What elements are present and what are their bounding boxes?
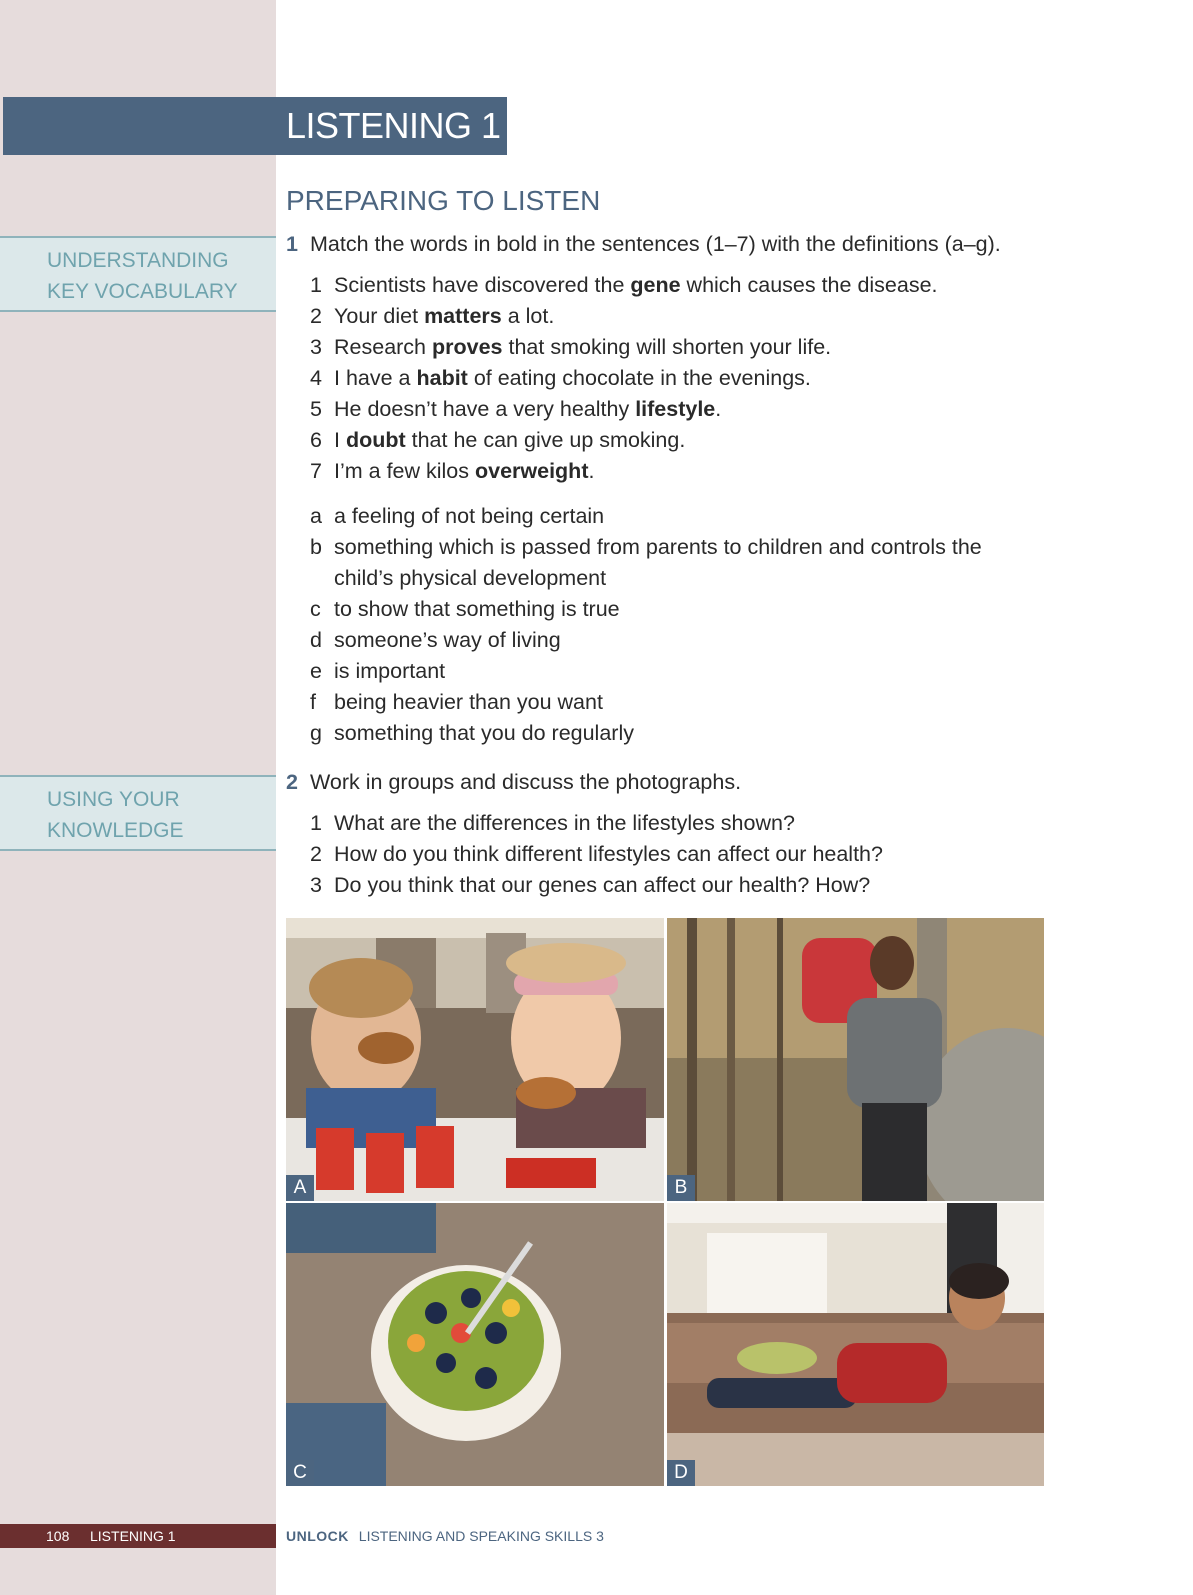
photo-c-fruit-salad	[286, 1203, 664, 1486]
photo-label: D	[667, 1460, 695, 1486]
vocab-word: matters	[424, 304, 502, 328]
sidebar-box-using-knowledge	[0, 775, 276, 851]
photo-d-sofa	[667, 1203, 1044, 1486]
photo-a-fast-food	[286, 918, 664, 1201]
section-title: LISTENING 1	[286, 105, 501, 146]
task2-text: Work in groups and discuss the photographs.	[310, 770, 742, 794]
footer-book-title	[286, 1524, 604, 1548]
photo-label: C	[286, 1460, 314, 1486]
task1-number: 1	[286, 232, 298, 256]
sidebar-box-understanding-vocabulary	[0, 236, 276, 312]
vocab-word: doubt	[345, 428, 406, 452]
vocab-word: overweight	[474, 459, 589, 483]
vocab-word: proves	[432, 335, 503, 359]
book-level: 3	[596, 1528, 604, 1544]
vocab-word: lifestyle	[635, 397, 716, 421]
vocab-word: habit	[416, 366, 468, 390]
sidebar-box2-line2: KNOWLEDGE	[47, 819, 184, 842]
photo-label: B	[667, 1175, 695, 1201]
task2-number: 2	[286, 770, 298, 794]
page-number: 108	[46, 1528, 70, 1544]
sidebar-box1-line1: UNDERSTANDING	[47, 249, 229, 272]
task1-text: Match the words in bold in the sentences (1–7) with the definitions (a–g).	[310, 232, 1001, 256]
sidebar-box1-line2: KEY VOCABULARY	[47, 280, 238, 303]
photo-label: A	[286, 1175, 314, 1201]
vocab-word: gene	[630, 273, 681, 297]
photo-b-hiking	[667, 918, 1044, 1201]
sidebar-box2-line1: USING YOUR	[47, 788, 180, 811]
footer-section: LISTENING 1	[90, 1528, 176, 1544]
brand-logo: UNLOCK	[286, 1528, 349, 1544]
book-title: LISTENING AND SPEAKING SKILLS	[358, 1528, 593, 1544]
subsection-heading: PREPARING TO LISTEN	[286, 185, 601, 216]
footer-page-bar	[0, 1524, 276, 1548]
